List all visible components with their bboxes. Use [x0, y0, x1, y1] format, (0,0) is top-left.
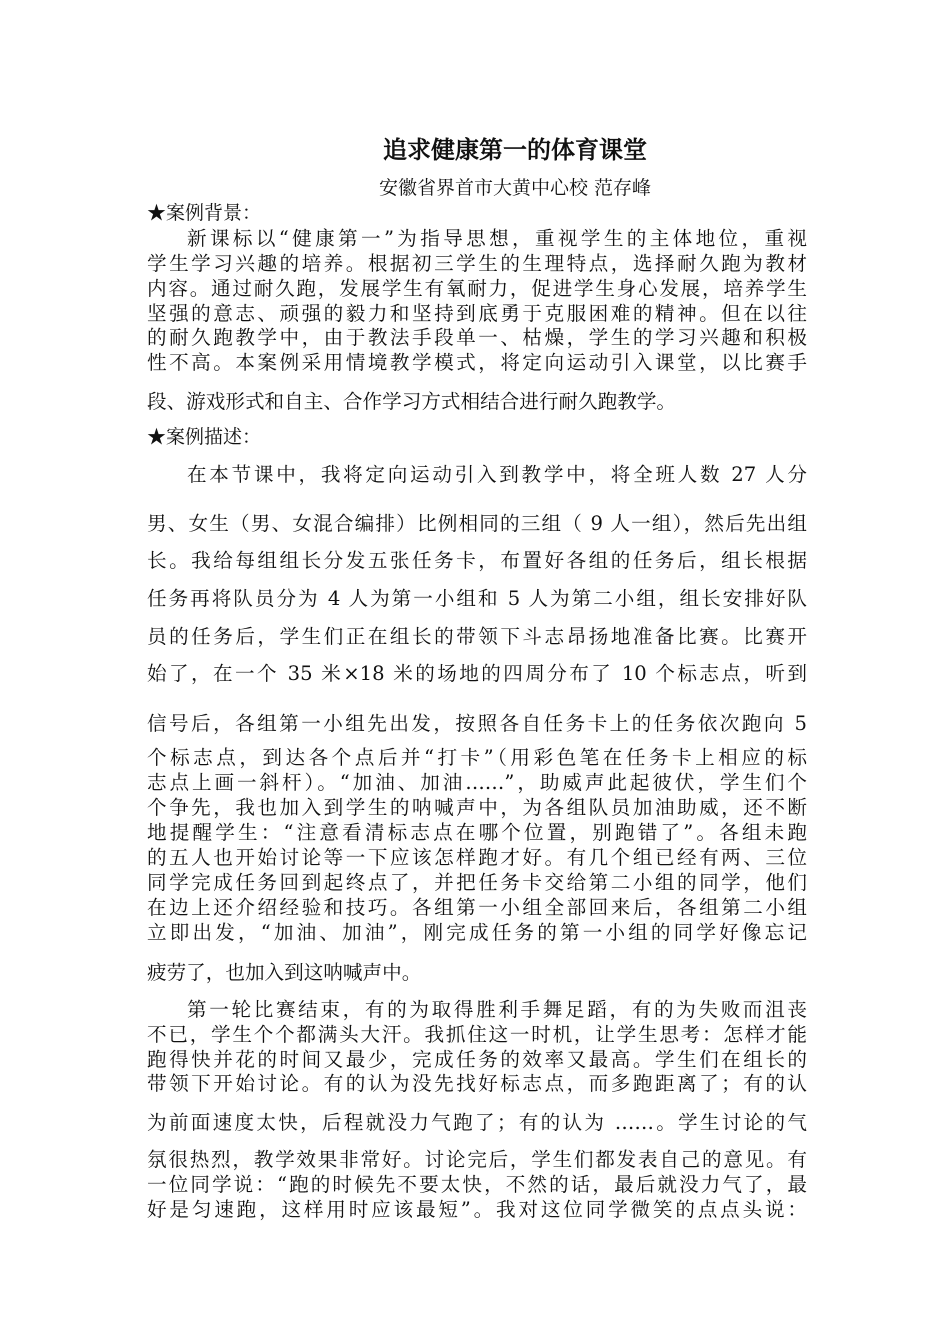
paragraph-line: 在边上还介绍经验和技巧。各组第一小组全部回来后，各组第二小组: [147, 896, 807, 919]
paragraph-line: 坚强的意志、顽强的毅力和坚持到底勇于克服困难的精神。但在以往: [147, 302, 807, 325]
paragraph-line: 的耐久跑教学中，由于教法手段单一、枯燥，学生的学习兴趣和积极: [147, 326, 807, 349]
paragraph-line: 个标志点，到达各个点后并“打卡”（用彩色笔在任务卡上相应的标: [147, 746, 807, 769]
paragraph-line: 个争先，我也加入到学生的呐喊声中，为各组队员加油助威，还不断: [147, 796, 807, 819]
paragraph-line: 立即出发，“加油、加油”，刚完成任务的第一小组的同学好像忘记: [147, 921, 807, 944]
paragraph-line: 始了，在一个 35 米×18 米的场地的四周分布了 10 个标志点，听到: [147, 662, 807, 685]
paragraph-line: 在本节课中，我将定向运动引入到教学中，将全班人数 27 人分: [187, 463, 807, 486]
document-author: 安徽省界首市大黄中心校 范存峰: [378, 177, 652, 199]
paragraph-line: 男、女生（男、女混合编排）比例相同的三组（ 9 人一组），然后先出组: [147, 512, 807, 535]
paragraph-line: 跑得快并花的时间又最少，完成任务的效率又最高。学生们在组长的: [147, 1048, 807, 1071]
paragraph-line: 信号后，各组第一小组先出发，按照各自任务卡上的任务依次跑向 5: [147, 712, 807, 735]
paragraph-line: 一位同学说：“跑的时候先不要太快，不然的话，最后就没力气了，最: [147, 1173, 807, 1196]
paragraph-line: 好是匀速跑，这样用时应该最短”。我对这位同学微笑的点点头说：: [147, 1198, 807, 1221]
paragraph-line: 长。我给每组组长分发五张任务卡，布置好各组的任务后，组长根据: [147, 549, 807, 572]
paragraph-line: 同学完成任务回到起终点了，并把任务卡交给第二小组的同学，他们: [147, 871, 807, 894]
paragraph-line: 学生学习兴趣的培养。根据初三学生的生理特点，选择耐久跑为教材: [147, 252, 807, 275]
paragraph-line: 性不高。本案例采用情境教学模式，将定向运动引入课堂，以比赛手: [147, 351, 807, 374]
paragraph-line: 任务再将队员分为 4 人为第一小组和 5 人为第二小组，组长安排好队: [147, 587, 807, 610]
paragraph-line: 新课标以“健康第一”为指导思想，重视学生的主体地位，重视: [187, 227, 807, 250]
paragraph-line: 不已，学生个个都满头大汗。我抓住这一时机，让学生思考：怎样才能: [147, 1023, 807, 1046]
paragraph-line: 第一轮比赛结束，有的为取得胜利手舞足蹈，有的为失败而沮丧: [187, 998, 807, 1021]
paragraph-line: 员的任务后，学生们正在组长的带领下斗志昂扬地准备比赛。比赛开: [147, 625, 807, 648]
paragraph-line: 地提醒学生：“注意看清标志点在哪个位置，别跑错了”。各组未跑: [147, 821, 807, 844]
paragraph-line: 的五人也开始讨论等一下应该怎样跑才好。有几个组已经有两、三位: [147, 846, 807, 869]
paragraph-line: 志点上画一斜杆）。“加油、加油……”，助威声此起彼伏，学生们个: [147, 771, 807, 794]
paragraph-line: 带领下开始讨论。有的认为没先找好标志点，而多跑距离了；有的认: [147, 1072, 807, 1095]
paragraph-line: 内容。通过耐久跑，发展学生有氧耐力，促进学生身心发展，培养学生: [147, 277, 807, 300]
paragraph-line: 疲劳了，也加入到这呐喊声中。: [147, 961, 422, 984]
paragraph-line: 为前面速度太快，后程就没力气跑了；有的认为 ……。学生讨论的气: [147, 1111, 807, 1134]
section-heading-background: ★案例背景：: [147, 202, 262, 224]
paragraph-line: 段、游戏形式和自主、合作学习方式相结合进行耐久跑教学。: [147, 390, 677, 413]
section-heading-description: ★案例描述：: [147, 426, 262, 448]
document-title: 追求健康第一的体育课堂: [383, 135, 647, 164]
paragraph-line: 氛很热烈，教学效果非常好。讨论完后，学生们都发表自己的意见。有: [147, 1148, 807, 1171]
